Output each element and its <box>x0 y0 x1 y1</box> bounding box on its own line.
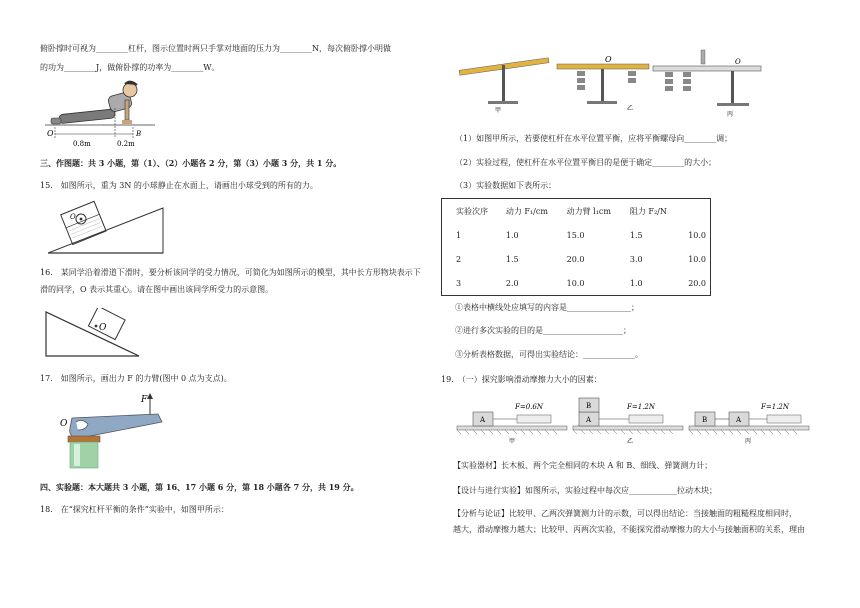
lever-bing-label: 丙 <box>727 111 734 118</box>
pushup-o-label: O <box>47 129 54 138</box>
lever-yi <box>557 55 649 112</box>
table-header-row <box>442 199 711 224</box>
lever-yi-label: 乙 <box>627 105 634 112</box>
q16-incline-figure <box>44 308 144 360</box>
q16-text-line2: 滑的同学，O 表示其重心。请在图中画出该同学所受力的示意图。 <box>40 285 274 294</box>
table-header-cell: 动力臂 l₁cm <box>566 206 611 216</box>
table-cell: 10.0 <box>688 230 706 240</box>
friction-yi-force: F=1.2N <box>627 403 655 411</box>
lever-o-label-bing: O <box>735 58 741 66</box>
experiment-data-table <box>441 198 711 296</box>
q17-opener-figure <box>58 392 178 472</box>
pushup-dist-2: 0.2m <box>117 140 135 148</box>
q17-o-label: O <box>60 419 68 429</box>
q18-1-text: （1）如图甲所示，若要使杠杆在水平位置平衡，应将平衡螺母向________调； <box>455 134 733 143</box>
lever-bing <box>653 50 761 118</box>
q14-text-line2: 的功为________J，做俯卧撑的功率为________W。 <box>40 63 220 72</box>
lever-jia-label: 甲 <box>495 107 502 114</box>
table-cell: 20.0 <box>688 278 706 288</box>
table-cell: 1.0 <box>505 230 519 240</box>
friction-bing-b: B <box>702 416 708 424</box>
friction-bing-force: F=1.2N <box>761 403 789 411</box>
table-header-cell: 动力 F₁/cm <box>505 206 548 216</box>
table-cell: 3 <box>456 278 462 288</box>
q14-text-line1: 俯卧撑时可视为________杠杆，图示位置时两只手掌对地面的压力为________N，每次俯卧撑小明做 <box>40 44 391 53</box>
table-cell: 3.0 <box>629 254 643 264</box>
table-cell: 1.5 <box>629 230 643 240</box>
friction-jia-label: 甲 <box>509 438 516 445</box>
table-cell: 1.5 <box>505 254 519 264</box>
q19-design-text: 【设计与进行实验】如图所示，实验过程中每次应____________拉动木块； <box>453 486 717 495</box>
lever-figures <box>455 48 775 118</box>
q15-figure <box>48 198 168 260</box>
pushup-b-label: B <box>136 130 142 138</box>
lever-jia <box>459 58 549 114</box>
table-cell: 2.0 <box>505 278 519 288</box>
q18-sub2-text: ②进行多次实验的目的是____________________； <box>455 326 631 335</box>
q17-f-label: F <box>141 395 148 405</box>
table-header-cell <box>671 199 710 224</box>
table-cell: 2 <box>456 254 462 264</box>
friction-yi-label: 乙 <box>627 438 634 445</box>
table-cell: 10.0 <box>566 278 585 288</box>
table-row <box>442 247 711 271</box>
table-cell: 20.0 <box>566 254 585 264</box>
q19-analysis-line1: 【分析与论证】比较甲、乙两次弹簧测力计的示数，可以得出结论：当接触面的粗糙程度相同时， <box>453 509 797 518</box>
q18-text: 18. 在“探究杠杆平衡的条件”实验中，如图甲所示： <box>40 505 229 514</box>
section-3-heading: 三、作图题：共 3 小题，第（1）、（2）小题各 2 分，第（3）小题 3 分，共 1 分。 <box>40 158 342 168</box>
friction-bing-label: 丙 <box>745 438 752 445</box>
q16-text-line1: 16. 某同学沿着滑道下滑时，要分析该同学的受力情况，可简化为如图所示的模型，其中长方形物块表示下 <box>40 268 421 277</box>
friction-jia-a: A <box>480 416 486 424</box>
table-cell: 1.0 <box>629 278 643 288</box>
q19-text: 19. （一）探究影响滑动摩擦力大小的因素： <box>441 375 602 384</box>
pushup-dist-1: 0.8m <box>73 140 91 148</box>
lever-o-label: O <box>605 55 612 64</box>
table-header-cell: 实验次序 <box>456 206 488 216</box>
table-cell: 10.0 <box>688 254 706 264</box>
q18-3-text: （3）实验数据如下表所示： <box>455 181 557 190</box>
friction-yi <box>573 398 683 445</box>
table-header-cell: 阻力 F₂/N <box>629 206 667 216</box>
friction-yi-b: B <box>586 402 592 410</box>
table-cell: 15.0 <box>566 230 585 240</box>
q18-sub3-text: ③分析表格数据，可得出实验结论：_____________。 <box>455 350 643 359</box>
friction-jia-force: F=0.6N <box>515 403 543 411</box>
friction-jia <box>457 403 567 445</box>
table-row <box>442 271 711 296</box>
friction-yi-a: A <box>586 416 592 424</box>
q15-o-label: O <box>70 213 76 221</box>
table-cell: 1 <box>456 230 462 240</box>
q16-o-label: O <box>99 323 107 333</box>
q19-materials-text: 【实验器材】长木板、两个完全相同的木块 A 和 B、细线、弹簧测力计； <box>453 461 713 470</box>
q17-text: 17. 如图所示，画出力 F 的力臂(图中 0 点为支点)。 <box>40 374 232 383</box>
q18-2-text: （2）实验过程，使杠杆在水平位置平衡目的是便于确定________的大小； <box>455 158 717 167</box>
friction-bing <box>689 403 809 445</box>
friction-figures <box>455 396 825 446</box>
friction-bing-a: A <box>736 416 742 424</box>
q15-text: 15. 如图所示，重为 3N 的小球静止在水面上，请画出小球受到的所有的力。 <box>40 181 318 190</box>
q19-analysis-line2: 越大，滑动摩擦力越大；比较甲、丙两次实验，不能探究滑动摩擦力的大小与接触面积的关系，理由 <box>453 525 805 534</box>
q18-sub1-text: ①表格中横线处应填写的内容是________________； <box>455 303 639 312</box>
table-row <box>442 223 711 247</box>
section-4-heading: 四、实验题：本大题共 3 小题，第 16、17 小题 6 分，第 18 小题各 7 分，共 19 分。 <box>40 482 359 492</box>
pushup-figure <box>45 78 165 150</box>
